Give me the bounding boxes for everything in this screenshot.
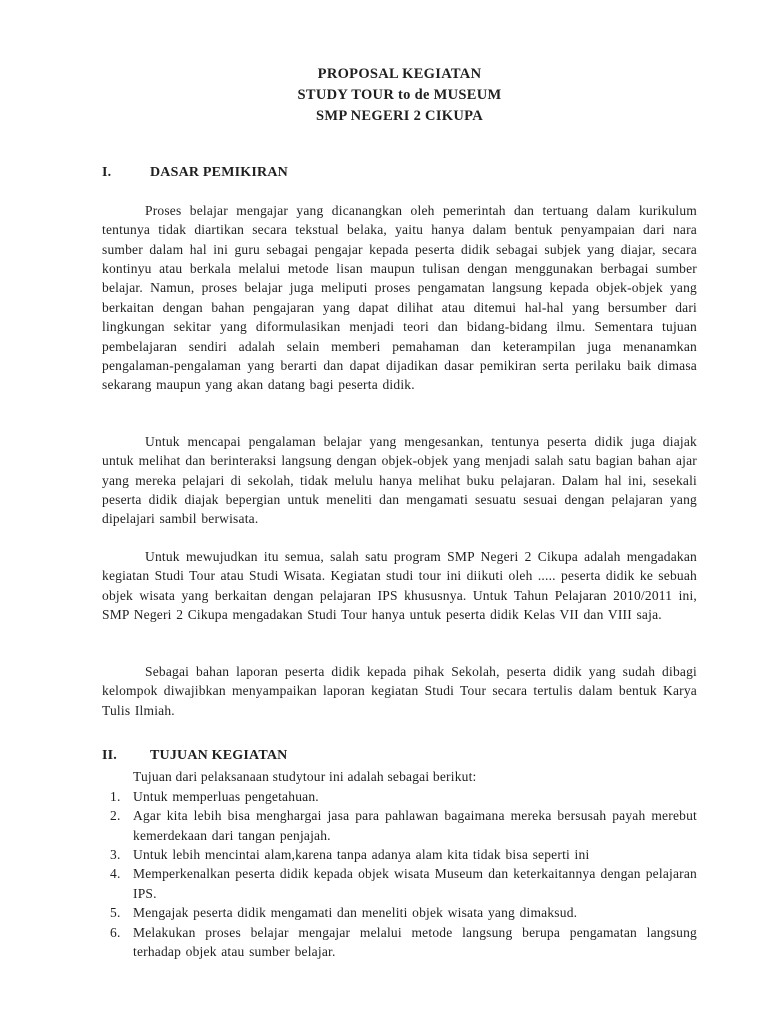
section-dasar-pemikiran	[102, 163, 697, 720]
goal-text-2: Agar kita lebih bisa menghargai jasa para pahlawan bagaimana mereka bersusah payah merebut kemerdekaan dari tangan penjajah.	[133, 808, 697, 843]
goal-number-5: 5.	[110, 905, 121, 921]
title-line-study-tour: STUDY TOUR to de MUSEUM	[297, 86, 502, 103]
paragraph-4: Sebagai bahan laporan peserta didik kepada pihak Sekolah, peserta didik yang sudah dibagi kelompok diwajibkan menyampaikan laporan kegiatan Studi Tour secara tertulis dalam bentuk Karya Tulis Ilmiah.	[102, 663, 697, 718]
goal-text-3: Untuk lebih mencintai alam,karena tanpa adanya alam kita tidak bisa seperti ini	[133, 847, 590, 863]
goal-text-6: Melakukan proses belajar mengajar melalui metode langsung berupa pengamatan langsung terhadap objek atau sumber belajar.	[133, 924, 697, 960]
goal-number-3: 3.	[110, 847, 121, 863]
paragraph-3: Untuk mewujudkan itu semua, salah satu program SMP Negeri 2 Cikupa adalah mengadakan kegiatan Studi Tour atau Studi Wisata. Kegiatan studi tour ini diikuti oleh ..... peserta didik ke sebuah objek wisata yang berkaitan dengan pelajaran IPS khususnya. Untuk Tahun Pelajaran 2010/2011 ini, SMP Negeri 2 Cikupa mengadakan Studi Tour hanya untuk peserta didik Kelas VII dan VIII saja.	[102, 548, 697, 623]
paragraph-2: Untuk mencapai pengalaman belajar yang mengesankan, tentunya peserta didik juga diajak untuk melihat dan berinteraksi langsung dengan objek-objek yang menjadi salah satu bagian bahan ajar yang mereka pelajari di sekolah, tidak melulu hanya melihat buku pelajaran. Dalam hal ini, sesekali peserta didik diajak bepergian untuk meneliti dan mengamati sesuatu sesuai dengan pelajaran yang dipelajari sambil berwisata.	[102, 433, 697, 527]
goal-item-2	[102, 806, 697, 845]
goal-text-5: Mengajak peserta didik mengamati dan meneliti objek wisata yang dimaksud.	[133, 905, 578, 921]
goals-list	[102, 787, 697, 962]
document-title-block	[102, 64, 697, 126]
section-tujuan-kegiatan	[102, 746, 697, 961]
goal-item-6	[102, 923, 697, 962]
goal-item-3	[102, 845, 697, 864]
section-2-heading-label: TUJUAN KEGIATAN	[150, 748, 288, 764]
goal-item-1	[102, 787, 697, 806]
goal-item-4	[102, 864, 697, 903]
goals-intro: Tujuan dari pelaksanaan studytour ini adalah sebagai berikut:	[133, 769, 477, 785]
goal-text-1: Untuk memperluas pengetahuan.	[133, 788, 319, 804]
section-2-heading	[102, 746, 697, 765]
section-2-numeral: II.	[102, 748, 117, 764]
document-page	[102, 0, 697, 962]
goal-number-1: 1.	[110, 788, 121, 804]
title-line-school: SMP NEGERI 2 CIKUPA	[316, 107, 483, 124]
section-1-heading	[102, 163, 697, 182]
goal-item-5	[102, 903, 697, 922]
goal-text-4: Memperkenalkan peserta didik kepada objek wisata Museum dan keterkaitannya dengan pelajaran IPS.	[133, 866, 697, 901]
goal-number-4: 4.	[110, 866, 121, 882]
section-1-numeral: I.	[102, 165, 112, 181]
title-line-proposal: PROPOSAL KEGIATAN	[317, 66, 482, 82]
goal-number-6: 6.	[110, 924, 121, 940]
goal-number-2: 2.	[110, 808, 121, 824]
section-1-heading-label: DASAR PEMIKIRAN	[150, 165, 288, 181]
paragraph-1: Proses belajar mengajar yang dicanangkan oleh pemerintah dan tertuang dalam kurikulum tentunya tidak diartikan secara tekstual belaka, yaitu hanya dalam bentuk penyampaian dari nara sumber dalam hal ini guru sebagai pengajar kepada peserta didik sebagai subjek yang diajar, secara kontinyu atau berkala melalui metode lisan maupun tulisan dengan menggunakan berbagai sumber belajar. Namun, proses belajar juga meliputi proses pengamatan langsung kepada objek-objek yang berkaitan dengan bahan pengajaran yang dapat dilihat atau ditemui hal-hal yang bersumber dari lingkungan sekitar yang diformulasikan menjadi teori dan bidang-bidang ilmu. Sementara tujuan pembelajaran sendiri adalah selain memberi pemahaman dan keterampilan juga menanamkan pengalaman-pengalaman yang berarti dan dapat dijadikan dasar pemikiran serta perilaku baik dimasa sekarang maupun yang akan datang bagi peserta didik.	[102, 202, 697, 393]
